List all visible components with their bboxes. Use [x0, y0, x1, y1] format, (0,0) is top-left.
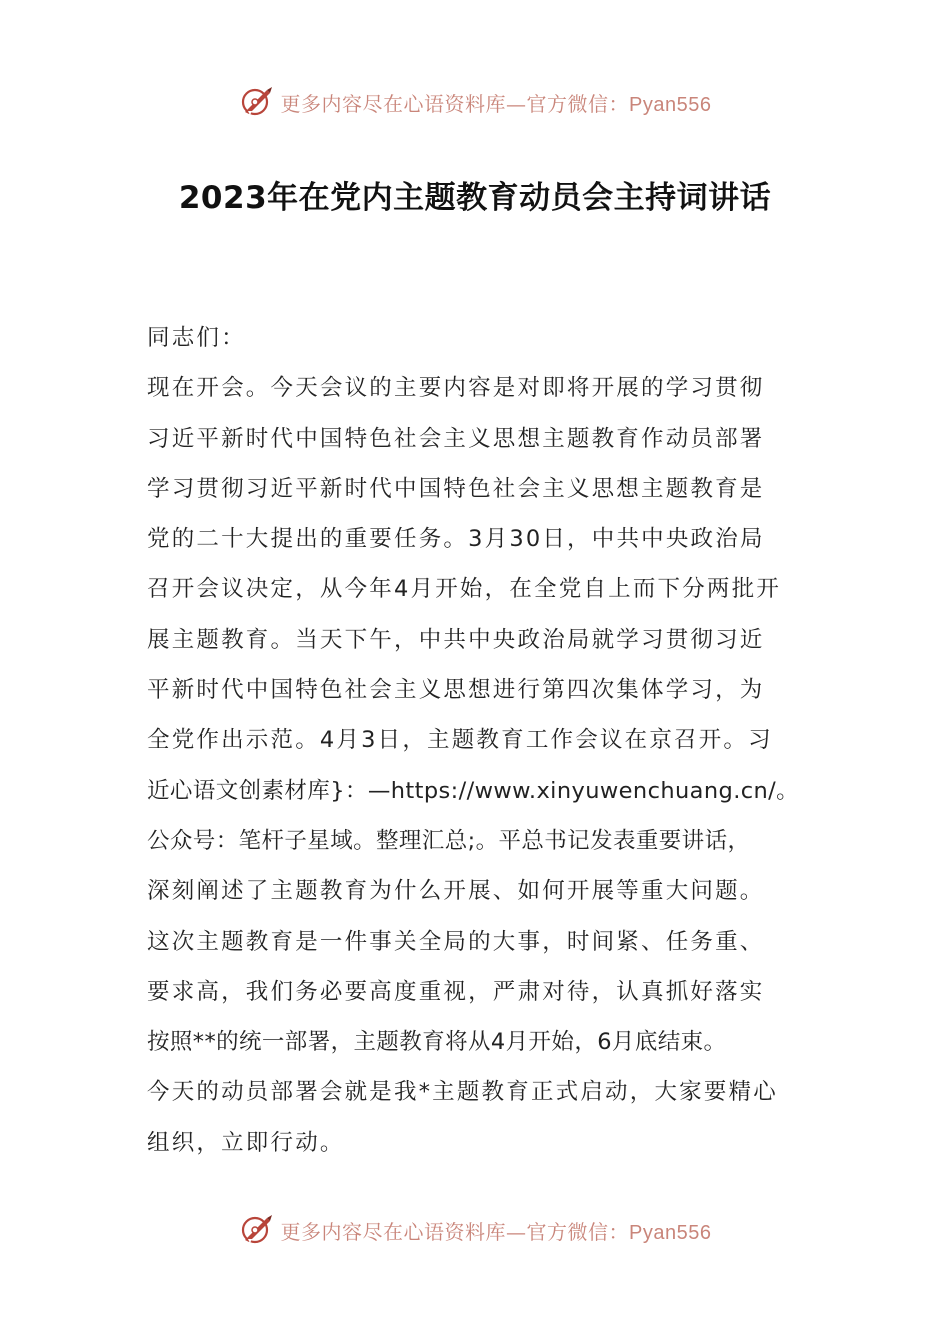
body-line: 平新时代中国特色社会主义思想进行第四次集体学习，为 — [147, 677, 765, 704]
quill-pen-logo-icon — [239, 84, 275, 120]
body-line: 这次主题教育是一件事关全局的大事，时间紧、任务重、 — [147, 928, 765, 955]
body-line: 要求高，我们务必要高度重视，严肃对待，认真抓好落实 — [147, 978, 765, 1005]
body-line: 按照**的统一部署，主题教育将从4月开始，6月底结束。 — [147, 1029, 727, 1056]
header-banner-text — [281, 88, 712, 117]
footer-banner-text — [281, 1216, 712, 1245]
footer-banner — [0, 1208, 950, 1252]
body-line: 现在开会。今天会议的主要内容是对即将开展的学习贯彻 — [147, 375, 765, 402]
body-line: 近心语文创素材库}：—https://www.xinyuwenchuang.cn/。 — [147, 777, 800, 804]
footer-banner-handle: Pyan556 — [629, 1221, 712, 1244]
footer-banner-label: 更多内容尽在心语资料库—官方微信： — [280, 1219, 630, 1244]
body-line: 学习贯彻习近平新时代中国特色社会主义思想主题教育是 — [147, 475, 765, 502]
body-line: 组织，立即行动。 — [147, 1129, 345, 1156]
document-title: 2023年在党内主题教育动员会主持词讲话 — [178, 180, 772, 216]
document-body — [147, 313, 837, 1168]
body-line: 同志们： — [147, 325, 246, 351]
header-banner — [0, 80, 950, 124]
body-line: 习近平新时代中国特色社会主义思想主题教育作动员部署 — [147, 425, 765, 452]
body-line: 展主题教育。当天下午，中共中央政治局就学习贯彻习近 — [147, 626, 765, 653]
header-banner-label: 更多内容尽在心语资料库—官方微信： — [280, 91, 630, 116]
body-line: 党的二十大提出的重要任务。3月30日，中共中央政治局 — [147, 526, 765, 553]
body-line: 今天的动员部署会就是我*主题教育正式启动，大家要精心 — [147, 1079, 778, 1106]
body-line: 深刻阐述了主题教育为什么开展、如何开展等重大问题。 — [147, 878, 765, 905]
body-line: 公众号：笔杆子星域。整理汇总;。平总书记发表重要讲话， — [147, 827, 751, 854]
quill-pen-logo-icon — [239, 1212, 275, 1248]
header-banner-handle: Pyan556 — [629, 93, 712, 116]
body-line: 全党作出示范。4月3日，主题教育工作会议在京召开。习 — [147, 727, 773, 754]
body-line: 召开会议决定，从今年4月开始，在全党自上而下分两批开 — [147, 576, 782, 603]
